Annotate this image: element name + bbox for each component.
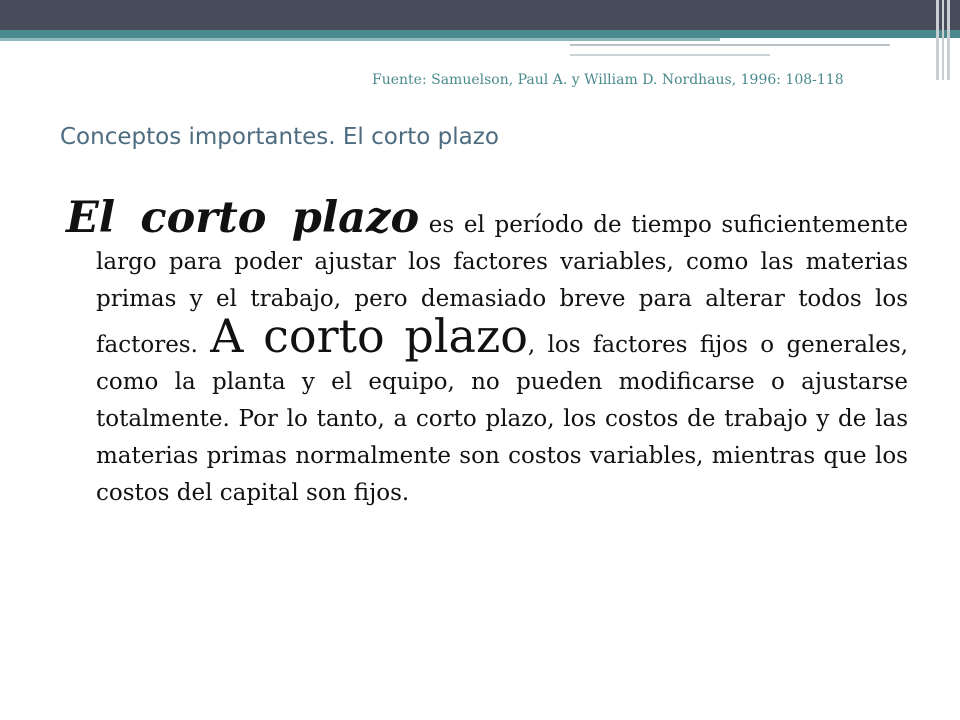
- slide-title: Conceptos importantes. El corto plazo: [60, 124, 499, 150]
- header-accent-stripe: [0, 30, 960, 38]
- term-el-corto-plazo: El corto plazo: [66, 193, 420, 243]
- body-text-part-1: es el período de tiempo suficientemente largo para poder ajustar los factores variables, como las materias primas y el trabajo, pero demasiado breve para alterar todos los factores.: [96, 212, 908, 358]
- header-bar: [0, 0, 960, 30]
- header-decor-line-2: [570, 54, 770, 56]
- source-citation: Fuente: Samuelson, Paul A. y William D. Nordhaus, 1996: 108-118: [372, 72, 844, 88]
- term-a-corto-plazo: A corto plazo: [210, 309, 528, 363]
- header-vertical-decor: [936, 0, 956, 80]
- header-decor-line: [570, 44, 890, 46]
- header-accent-thin-line: [0, 38, 720, 41]
- body-paragraph: [66, 193, 908, 512]
- body-text-part-2: , los factores fijos o generales, como la planta y el equipo, no pueden modificarse o ajustarse totalmente. Por lo tanto, a corto plazo, los costos de trabajo y de las materias primas normalmente son costos variables, mientras que los costos del capital son fijos.: [96, 332, 908, 506]
